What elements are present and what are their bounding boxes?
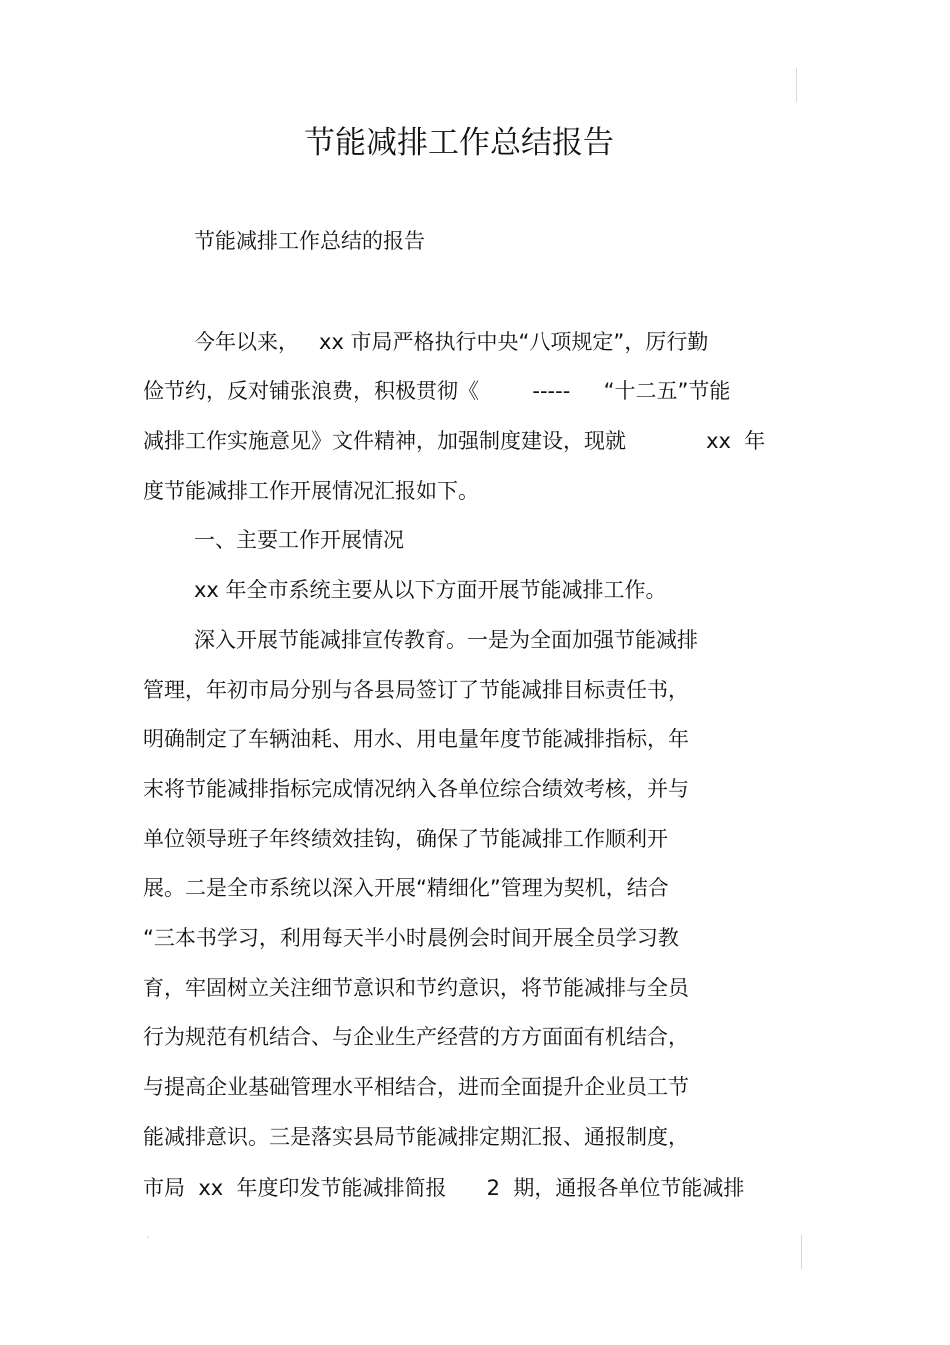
paragraph-line: 度节能减排工作开展情况汇报如下。 [143, 479, 479, 503]
paragraph-line: 俭节约，反对铺张浪费，积极贯彻《 ----- “十二五”节能 [143, 379, 731, 403]
paragraph-line: 管理，年初市局分别与各县局签订了节能减排目标责任书， [143, 678, 689, 702]
paragraph-line: 展。二是全市系统以深入开展“精细化”管理为契机，结合 [143, 876, 669, 900]
paragraph-line: 行为规范有机结合、与企业生产经营的方方面面有机结合， [143, 1025, 689, 1049]
paragraph-line: 今年以来， xx 市局严格执行中央“八项规定”，厉行勤 [194, 330, 709, 354]
paragraph-line: 明确制定了车辆油耗、用水、用电量年度节能减排指标，年 [143, 727, 689, 751]
paragraph-line: 市局 xx 年度印发节能减排简报 2 期，通报各单位节能减排 [143, 1176, 745, 1200]
document-subtitle: 节能减排工作总结的报告 [194, 229, 425, 253]
page-edge-dot [147, 1236, 149, 1238]
section-heading: 一、主要工作开展情况 [194, 528, 404, 552]
paragraph-line: xx 年全市系统主要从以下方面开展节能减排工作。 [194, 578, 667, 602]
paragraph-line: 深入开展节能减排宣传教育。一是为全面加强节能减排 [194, 628, 698, 652]
document-title: 节能减排工作总结报告 [304, 125, 614, 161]
paragraph-line: “三本书学习，利用每天半小时晨例会时间开展全员学习教 [143, 926, 679, 950]
paragraph-line: 与提高企业基础管理水平相结合，进而全面提升企业员工节 [143, 1075, 689, 1099]
paragraph-line: 末将节能减排指标完成情况纳入各单位综合绩效考核，并与 [143, 777, 689, 801]
page-edge-mark-bottom [801, 1235, 802, 1269]
paragraph-line: 减排工作实施意见》文件精神，加强制度建设，现就 xx 年 [143, 429, 766, 453]
paragraph-line: 育，牢固树立关注细节意识和节约意识，将节能减排与全员 [143, 976, 689, 1000]
paragraph-line: 单位领导班子年终绩效挂钩，确保了节能减排工作顺利开 [143, 827, 668, 851]
paragraph-line: 能减排意识。三是落实县局节能减排定期汇报、通报制度， [143, 1125, 689, 1149]
page-edge-mark-top [796, 68, 797, 102]
